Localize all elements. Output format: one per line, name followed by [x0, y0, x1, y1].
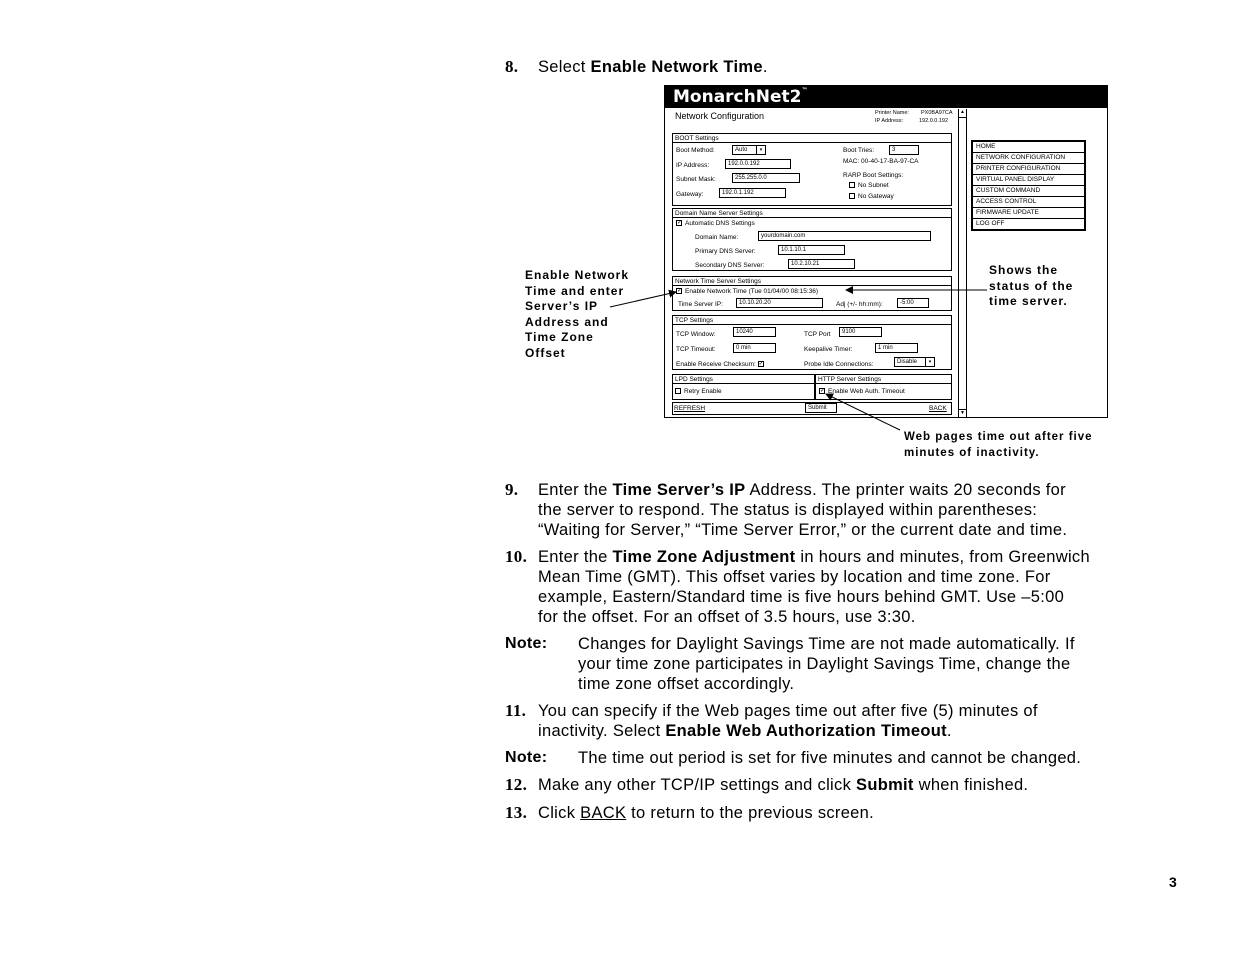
gateway-label: Gateway:	[676, 191, 704, 198]
subnet-mask-label: Subnet Mask:	[676, 176, 716, 183]
step-number: 11.	[505, 701, 527, 720]
step-text: Select	[538, 58, 591, 76]
monarch-logo: MonarchNet2™	[673, 87, 808, 107]
chevron-down-icon: ▾	[756, 146, 765, 154]
checked-icon: ✓	[677, 220, 683, 227]
back-text: BACK	[580, 804, 627, 822]
note-label: Note:	[505, 635, 548, 652]
back-link[interactable]: BACK	[929, 405, 947, 412]
boot-method-select[interactable]: Auto ▾	[732, 145, 766, 155]
ip-label: IP Address:	[875, 118, 904, 124]
note-1: Note: Changes for Daylight Savings Time are not made automatically. If your time zone participates in Daylight Savings Time, change the time zone offset accordingly.	[505, 635, 1075, 693]
menu-item-log-off[interactable]: LOG OFF	[976, 220, 1005, 227]
step-number: 13.	[505, 803, 528, 822]
arrow-bottom	[826, 394, 900, 430]
adj-input[interactable]: -5:00	[897, 298, 929, 308]
step-number: 12.	[505, 775, 528, 794]
adj-label: Adj (+/- hh:mm):	[836, 301, 883, 308]
keepalive-label: Keepalive Timer:	[804, 346, 853, 353]
tcp-port-label: TCP Port	[804, 331, 831, 338]
step-13: 13. Click BACK to return to the previous screen.	[505, 803, 875, 822]
primary-dns-label: Primary DNS Server:	[695, 248, 756, 255]
refresh-link[interactable]: REFRESH	[674, 405, 706, 412]
rarp-label: RARP Boot Settings:	[843, 172, 904, 179]
menu-item-firmware-update[interactable]: FIRMWARE UPDATE	[973, 208, 1084, 219]
step-number: 9.	[505, 480, 519, 499]
subnet-mask-input[interactable]: 255.255.0.0	[732, 173, 800, 183]
step-bold: Enable Network Time	[590, 58, 763, 76]
ip-value: 192.0.0.192	[919, 118, 949, 124]
arrow-left	[610, 292, 676, 307]
domain-name-label: Domain Name:	[695, 234, 739, 241]
tcp-timeout-label: TCP Timeout:	[676, 346, 716, 353]
callout-right: Shows the status of the time server.	[989, 263, 1074, 308]
probe-label: Probe Idle Connections:	[804, 361, 874, 368]
menu-item-printer-configuration[interactable]: PRINTER CONFIGURATION	[973, 164, 1084, 175]
section-header: Domain Name Server Settings	[673, 209, 951, 218]
callout-left: Enable Network Time and enter Server’s IP Address and Time Zone Offset	[525, 268, 630, 360]
gateway-input[interactable]: 192.0.1.192	[719, 188, 786, 198]
primary-dns-input[interactable]: 10.1.10.1	[778, 245, 845, 255]
boot-method-label: Boot Method:	[676, 147, 715, 154]
time-server-label: Time Server IP:	[678, 301, 723, 308]
mac-address: MAC: 00-40-17-BA-97-CA	[843, 158, 919, 165]
boot-tries-input[interactable]: 3	[889, 145, 919, 155]
section-header: Network Time Server Settings	[673, 277, 951, 286]
step-text: .	[762, 58, 768, 76]
chevron-down-icon: ▾	[925, 358, 934, 366]
no-subnet-checkbox[interactable]: No Subnet	[849, 182, 889, 189]
menu-item-custom-command[interactable]: CUSTOM COMMAND	[973, 186, 1084, 197]
domain-name-input[interactable]: yourdomain.com	[758, 231, 931, 241]
tcp-window-input[interactable]: 10240	[733, 327, 776, 337]
boot-ip-input[interactable]: 192.0.0.192	[725, 159, 791, 169]
note-label: Note:	[505, 749, 548, 766]
checked-icon: ✓	[677, 288, 683, 295]
checksum-checkbox[interactable]: Enable Receive Checksum: ✓	[676, 361, 764, 368]
boot-tries-label: Boot Tries:	[843, 147, 875, 154]
step-number: 8.	[505, 57, 519, 76]
scroll-down-icon[interactable]: ▼	[960, 410, 965, 416]
callout-bottom: Web pages time out after five minutes of inactivity.	[904, 431, 1093, 459]
tcp-port-input[interactable]: 9100	[839, 327, 882, 337]
step-10: 10. Enter the Time Zone Adjustment in hours and minutes, from Greenwich Mean Time (GMT). This offset varies by location and time zone. For example, Eastern/Standard time is five hours behind GMT. Use –5:00 for the offset. For an offset of 3.5 hours, use 3:30.	[505, 547, 1090, 626]
probe-select[interactable]: Disable ▾	[894, 357, 935, 367]
section-header: BOOT Settings	[673, 134, 951, 143]
section-header: HTTP Server Settings	[816, 375, 951, 384]
submit-button[interactable]: Submit	[805, 403, 837, 413]
section-header: TCP Settings	[673, 316, 951, 325]
page-title: Network Configuration	[675, 111, 765, 121]
printer-name-label: Printer Name:	[875, 110, 909, 116]
menu-item-network-configuration[interactable]: NETWORK CONFIGURATION	[973, 153, 1084, 164]
step-11: 11. You can specify if the Web pages time out after five (5) minutes of inactivity. Select Enable Web Authorization Timeout.	[505, 701, 1038, 740]
step-9: 9. Enter the Time Server’s IP Address. The printer waits 20 seconds for the server to respond. The status is displayed within parentheses: “Waiting for Server,” “Time Server Error,” or the current date and time.	[505, 480, 1068, 539]
note-2: Note: The time out period is set for five minutes and cannot be changed.	[505, 749, 1082, 767]
no-gateway-checkbox[interactable]: No Gateway	[849, 193, 894, 200]
tcp-timeout-input[interactable]: 0 min	[733, 343, 776, 353]
time-server-input[interactable]: 10.10.20.20	[736, 298, 823, 308]
menu-item-access-control[interactable]: ACCESS CONTROL	[973, 197, 1084, 208]
retry-enable-checkbox[interactable]: Retry Enable	[675, 388, 722, 395]
secondary-dns-label: Secondary DNS Server:	[695, 262, 765, 269]
checked-icon: ✓	[758, 361, 764, 368]
enable-network-time-checkbox[interactable]: ✓ Enable Network Time (Tue 01/04/00 08:15:36)	[677, 288, 819, 295]
checked-icon: ✓	[820, 388, 826, 395]
printer-name: PX0BA97CA	[921, 110, 953, 116]
menu-item-virtual-panel-display[interactable]: VIRTUAL PANEL DISPLAY	[973, 175, 1084, 186]
tcp-window-label: TCP Window:	[676, 331, 716, 338]
secondary-dns-input[interactable]: 10.2.10.21	[788, 259, 855, 269]
page-number: 3	[1169, 874, 1177, 890]
scroll-up-icon[interactable]: ▲	[959, 109, 966, 118]
keepalive-input[interactable]: 1 min	[875, 343, 918, 353]
step-12: 12. Make any other TCP/IP settings and click Submit when finished.	[505, 775, 1029, 794]
step-number: 10.	[505, 547, 528, 566]
boot-ip-label: IP Address:	[676, 162, 710, 169]
section-header: LPD Settings	[673, 375, 814, 384]
menu-item-home[interactable]: HOME	[973, 142, 1084, 153]
web-auth-timeout-checkbox[interactable]: ✓ Enable Web Auth. Timeout	[820, 388, 905, 395]
auto-dns-checkbox[interactable]: ✓ Automatic DNS Settings	[677, 220, 755, 227]
